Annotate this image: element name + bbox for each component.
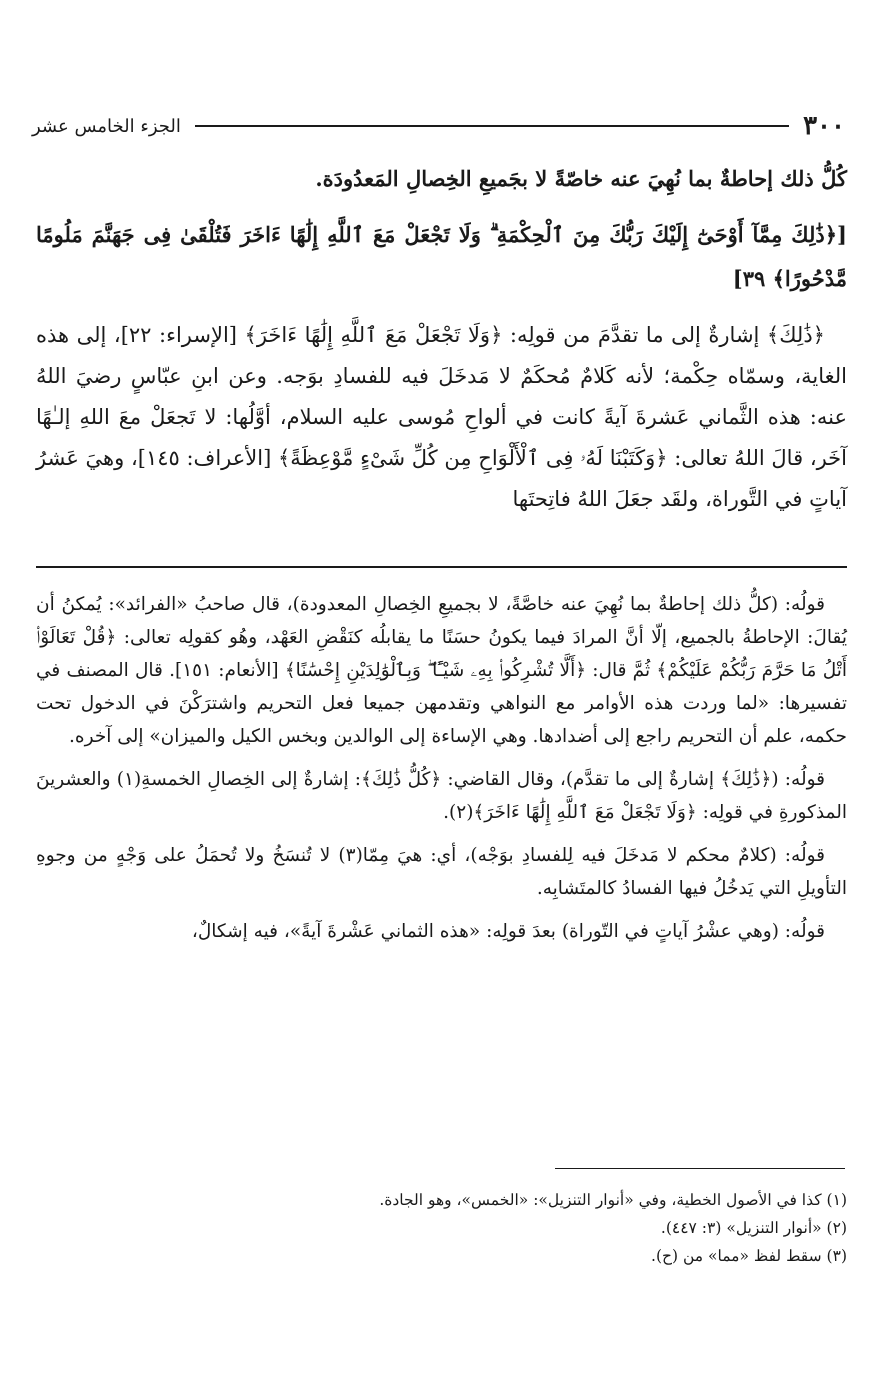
footnote: (٣) سقط لفظ «مما» من (ح).: [651, 1247, 847, 1265]
footnote-divider: [555, 1168, 845, 1169]
commentary-notes-block: [36, 588, 847, 948]
commentary-note: قولُه: (كلُّ ذلك إحاطةٌ بما نُهِيَ عنه خاصَّةً، لا بجميعِ الخِصالِ المعدودة)، قال صاحبُ «الفرائد»: يُمكنُ أن يُقالَ: الإحاطةُ بالجميع، إلّا أنَّ المرادَ فيما يكونُ حسَنًا ما يقابلُه كنَقْضِ العَهْد، وهُو كقولِه تعالى: ﴿قُلْ تَعَالَوْا۟ أَتْلُ مَا حَرَّمَ رَبُّكُمْ عَلَيْكُمْ﴾ ثُمَّ قال: ﴿أَلَّا تُشْرِكُوا۟ بِهِۦ شَيْـًٔا ۖ وَبِٱلْوَٰلِدَيْنِ إِحْسَٰنًا﴾ [الأنعام: ١٥١]. قال المصنف في تفسيرها: «لما وردت هذه الأوامر مع النواهي وتقدمهن جميعا فعل التحريم واشترَكْنَ في الدخول تحت حكمه، علم أن التحريم راجع إلى أضدادها. وهي الإساءة إلى الوالدين وبخس الكيل والميزان» إلى آخره.: [36, 594, 847, 747]
main-commentary: ﴿ذَٰلِكَ﴾ إشارةٌ إلى ما تقدَّمَ من قولِه: ﴿وَلَا تَجْعَلْ مَعَ ٱللَّهِ إِلَٰهًا ءَاخَرَ﴾ [الإسراء: ٢٢]، إلى هذه الغاية، وسمّاه حِكْمة؛ لأنه كَلامٌ مُحكَمٌ لا مَدخَلَ فيه للفسادِ بوَجه. وعن ابنِ عبّاسٍ رضيَ اللهُ عنه: هذه الثَّماني عَشرةَ آيةً كانت في ألواحِ مُوسى عليه السلام، أوَّلُها: لا تَجعَلْ معَ اللهِ إلـٰهًا آخَر، قالَ اللهُ تعالى: ﴿وَكَتَبْنَا لَهُۥ فِى ٱلْأَلْوَاحِ مِن كُلِّ شَىْءٍ مَّوْعِظَةً﴾ [الأعراف: ١٤٥]، وهيَ عَشرُ آياتٍ في التَّوراة، ولقَد جعَلَ اللهُ فاتِحتَها: [36, 323, 847, 511]
commentary-note: قولُه: (كلامٌ محكم لا مَدخَلَ فيه لِلفسادِ بوَجْه)، أي: هيَ مِمّا(٣) لا تُنسَخُ ولا تُحمَلُ على وَجْهٍ من وجوهِ التأويلِ التي يَدخُلُ فيها الفسادُ كالمتَشابِه.: [36, 845, 847, 899]
main-opening-line: كُلُّ ذلك إحاطةٌ بما نُهِيَ عنه خاصّةً لا بجَميعِ الخِصالِ المَعدُودَة.: [315, 166, 847, 191]
quran-verse: [﴿ذَٰلِكَ مِمَّآ أَوْحَىٰٓ إِلَيْكَ رَبُّكَ مِنَ ٱلْحِكْمَةِ ۗ وَلَا تَجْعَلْ مَعَ ٱللَّهِ إِلَٰهًا ءَاخَرَ فَتُلْقَىٰ فِى جَهَنَّمَ مَلُومًا مَّدْحُورًا﴾ ٣٩]: [36, 222, 847, 291]
header-rule: [195, 125, 789, 127]
main-text-block: [36, 158, 847, 520]
commentary-note: قولُه: (﴿ذَٰلِكَ﴾ إشارةٌ إلى ما تقدَّم)، وقال القاضي: ﴿كُلُّ ذَٰلِكَ﴾: إشارةٌ إلى الخِصالِ الخمسةِ(١) والعشرينَ المذكورةِ في قولِه: ﴿وَلَا تَجْعَلْ مَعَ ٱللَّهِ إِلَٰهًا ءَاخَرَ﴾(٢).: [36, 769, 847, 823]
running-title: الجزء الخامس عشر: [32, 115, 181, 137]
footnotes-block: [36, 1186, 847, 1270]
commentary-note: قولُه: (وهي عشْرُ آياتٍ في التّوراة) بعدَ قولِه: «هذه الثماني عَشْرةَ آيةً»، فيه إشكالٌ،: [191, 921, 825, 942]
page-header: [32, 108, 845, 144]
text-divider: [36, 566, 847, 568]
footnote: (١) كذا في الأصول الخطية، وفي «أنوار التنزيل»: «الخمس»، وهو الجادة.: [379, 1191, 847, 1209]
page-number: ٣٠٠: [803, 111, 845, 141]
footnote: (٢) «أنوار التنزيل» (٣: ٤٤٧).: [660, 1219, 847, 1237]
